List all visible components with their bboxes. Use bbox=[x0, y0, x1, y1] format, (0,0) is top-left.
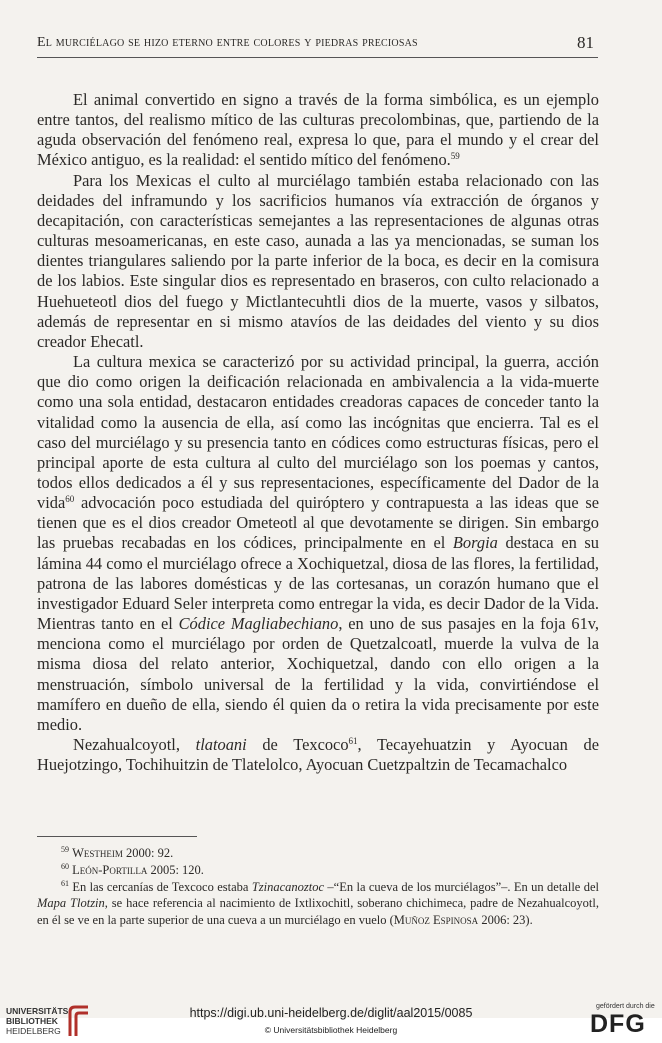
footnote-italic: Tzinacanoztoc bbox=[251, 879, 325, 894]
footnotes bbox=[37, 845, 599, 929]
codex-borgia: Borgia bbox=[452, 533, 498, 553]
footnote-ref-59[interactable]: 59 bbox=[450, 151, 460, 162]
permalink-url[interactable]: https://digi.ub.uni-heidelberg.de/diglit/aal2015/0085 bbox=[189, 1006, 473, 1020]
header-rule bbox=[37, 57, 598, 58]
running-title: El murciélago se hizo eterno entre colores y piedras preciosas bbox=[37, 35, 418, 50]
footnote-ref-61[interactable]: 61 bbox=[348, 736, 358, 746]
footnote-number: 59 bbox=[61, 845, 69, 854]
tlatoani-term: tlatoani bbox=[195, 735, 247, 754]
paragraph-3-part-d: , en uno de sus pasajes en la foja 61v, menciona como el murciélago por orden de Quetzalcoatl, muerde la vulva de la misma diosa del relato anterior, Xochiquetzal, dando con ello origen a la menstruación, símbolo universal de la fertilidad y la vida, convirtiéndose el mamífero en dueño de ella, siendo él quien da o retira la vida precisamente por este medio. bbox=[37, 614, 600, 734]
footnote-59 bbox=[37, 845, 599, 862]
footnote-author: Muñoz Espinosa bbox=[393, 913, 479, 928]
paragraph-3-part-a: La cultura mexica se caracterizó por su actividad principal, la guerra, acción que dio como origen la deificación relacionada en ambivalencia a la vida-muerte como una sola entidad, destacaron entidades creadoras capaces de conceder tanto la vitalidad como la ausencia de ella, así como las incógnitas que encierra. Tal es el caso del murciélago y su presencia tanto en códices como estructuras físicas, pero el principal aporte de esta cultura al culto del murciélago son los poemas y cantos, todos ellos dedicados a él y sus representaciones, específicamente del Dador de la vida bbox=[37, 352, 599, 513]
dfg-logo[interactable]: DFG bbox=[590, 1010, 646, 1038]
paragraph-3-part-c: destaca en su lámina 44 como el murciélago ofrece a Xochiquetzal, diosa de las flores, la fertilidad, patrona de las labores domésticas y de las cortesanas, un corazón humano que el investigador Eduard Seler interpreta como entregar la vida, es decir Dador de la Vida. Mientras tanto en el bbox=[37, 533, 599, 634]
library-line-2: BIBLIOTHEK bbox=[6, 1016, 58, 1026]
footnote-number: 61 bbox=[61, 878, 69, 888]
paragraph-4-part-a: Nezahualcoyotl, bbox=[73, 735, 196, 754]
footnote-text: León-Portilla 2005: 120. bbox=[72, 862, 204, 877]
library-line-1: UNIVERSITÄTS- bbox=[6, 1006, 72, 1016]
footnote-text: En las cercanías de Texcoco estaba bbox=[72, 879, 252, 894]
paragraph-1-text: El animal convertido en signo a través de la forma simbólica, es un ejemplo entre tantos, del realismo mítico de las culturas precolombinas, que, partiendo de la aguda observación del fenómeno real, expresa lo que, para el mundo y el crear del México antiguo, es la realidad: el sentido mítico del fenómeno. bbox=[37, 90, 599, 170]
page-number: 81 bbox=[577, 33, 594, 52]
footnote-text: 2006: 23). bbox=[478, 913, 533, 928]
copyright-notice: © Universitätsbibliothek Heidelberg bbox=[264, 1025, 398, 1035]
footnote-rule bbox=[37, 836, 197, 837]
paragraph-4 bbox=[37, 735, 599, 775]
paragraph-4-part-b: de Texcoco bbox=[246, 735, 349, 754]
paragraph-1 bbox=[37, 90, 599, 171]
footnote-text: , se hace referencia al nacimiento de Ixtlixochitl, soberano chichimeca, padre de Nezahualcoyotl, en él se ve en la parte superior de una cueva a un murciélago en vuelo ( bbox=[37, 896, 599, 928]
library-line-3: HEIDELBERG bbox=[6, 1026, 61, 1036]
main-text bbox=[37, 90, 599, 775]
footnote-text: Westheim 2000: 92. bbox=[72, 846, 174, 860]
footnote-number: 60 bbox=[61, 861, 69, 871]
funder-note: gefördert durch die bbox=[596, 1003, 655, 1010]
codex-magliabechiano: Códice Magliabechiano bbox=[178, 614, 339, 634]
footnote-60 bbox=[37, 862, 599, 879]
footnote-61 bbox=[37, 879, 599, 929]
footnote-text: –“En la cueva de los murciélagos”–. En un detalle del bbox=[324, 879, 599, 894]
paragraph-4-part-c: , Tecayehuatzin y Ayocuan de Huejotzingo, Tochihuitzin de Tlatelolco, Ayocuan Cuetzpaltzin de Tecamachalco bbox=[37, 735, 599, 775]
paragraph-3 bbox=[37, 352, 599, 735]
paragraph-2: Para los Mexicas el culto al murciélago también estaba relacionado con las deidades del inframundo y los sacrificios humanos vía extracción de órganos y decapitación, con características semejantes a las representaciones de algunas otras culturas mesoamericanas, en este caso, aunada a las ya mencionadas, se suman los dientes triangulares saliendo por la parte inferior de la boca, es decir en la comisura de los labios. Este singular dios es representado en braseros, con culto relacionado a Huehueteotl dios del fuego y Mictlantecuhtli dios de la muerte, vasos y silbatos, además de representar en si mismo atavíos de las deidades del viento y su dios creador Ehecatl. bbox=[37, 170, 599, 351]
paragraph-3-part-b: advocación poco estudiada del quiróptero y contrapuesta a las ideas que se tienen que es el dios creador Ometeotl al que devotamente se dirigen. Sin embargo las pruebas recabadas en los códices, principalmente en el bbox=[37, 493, 599, 553]
footnote-italic: Mapa Tlotzin bbox=[37, 896, 105, 911]
footnote-ref-60[interactable]: 60 bbox=[65, 494, 75, 505]
